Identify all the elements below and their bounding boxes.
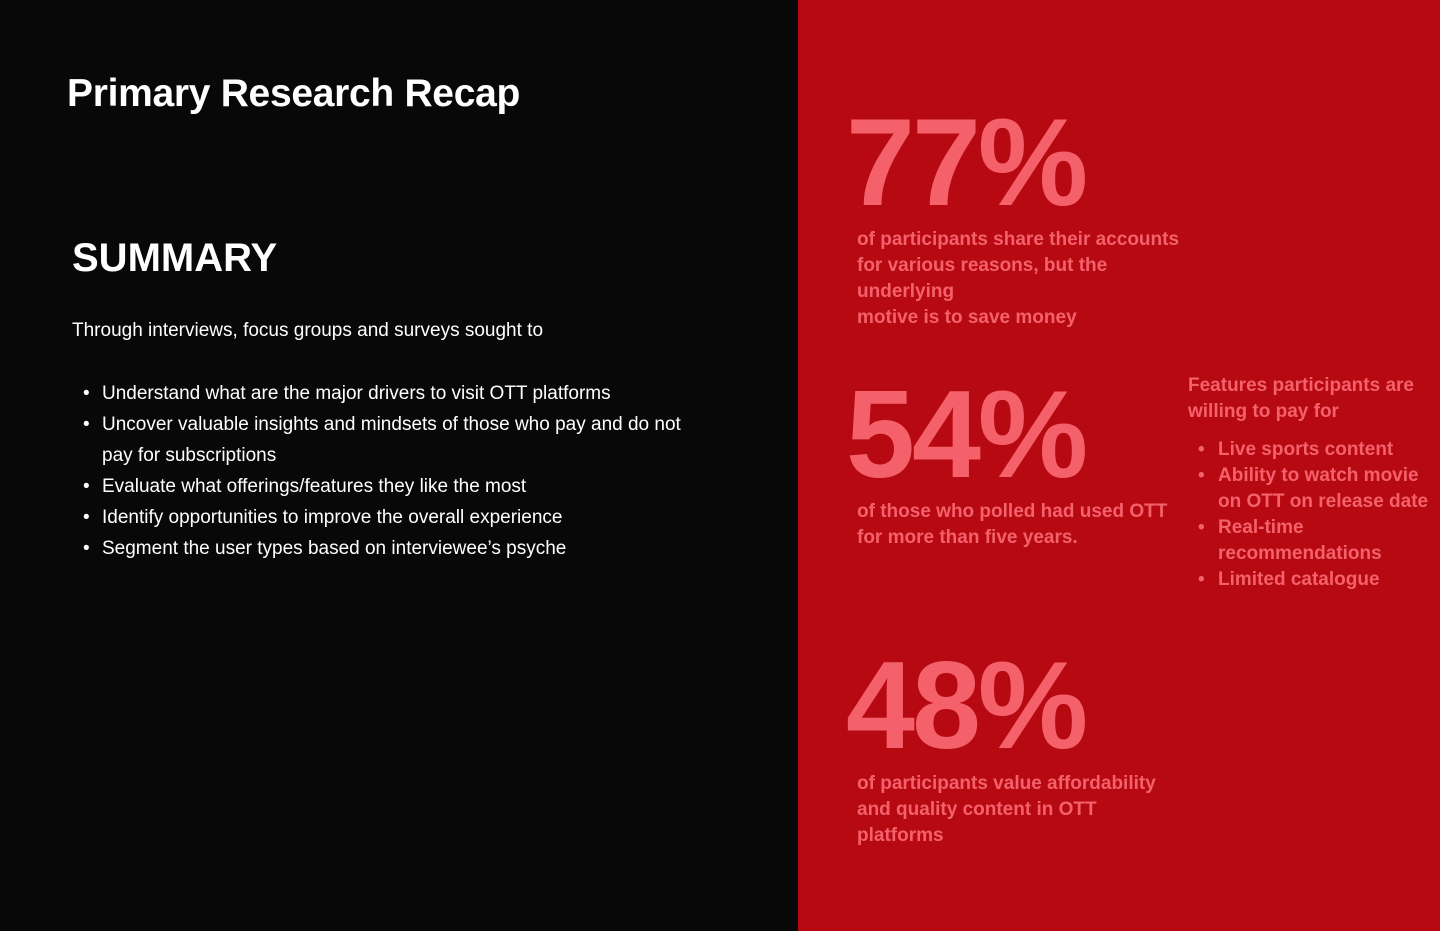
bullet-icon: • <box>1198 569 1205 590</box>
feature-item <box>1196 567 1436 593</box>
summary-heading: SUMMARY <box>72 236 278 280</box>
summary-bullet <box>72 378 692 409</box>
page-title: Primary Research Recap <box>67 72 521 115</box>
stat-description-account-sharing <box>857 227 1187 331</box>
summary-bullet <box>72 471 692 502</box>
stat-value-affordability: 48% <box>846 637 1086 775</box>
stat-description-ott-tenure: of those who polled had used OTT for more than five years. <box>857 501 1168 548</box>
summary-bullet-text: Evaluate what offerings/features they like the most <box>102 476 527 497</box>
summary-bullet-list <box>72 378 692 564</box>
feature-item-text: Real-time recommendations <box>1218 517 1382 564</box>
bullet-icon: • <box>83 383 90 404</box>
summary-bullet-text: Uncover valuable insights and mindsets of those who pay and do not pay for subscriptions <box>102 414 681 466</box>
features-list <box>1196 437 1436 593</box>
bullet-icon: • <box>1198 465 1205 486</box>
summary-bullet-text: Understand what are the major drivers to visit OTT platforms <box>102 383 611 404</box>
feature-item <box>1196 515 1436 567</box>
stat-value-account-sharing: 77% <box>846 94 1086 232</box>
bullet-icon: • <box>83 476 90 497</box>
feature-item-text: Ability to watch movie on OTT on release date <box>1218 465 1429 512</box>
feature-item-text: Limited catalogue <box>1218 569 1380 590</box>
summary-intro: Through interviews, focus groups and surveys sought to <box>72 320 544 341</box>
bullet-icon: • <box>1198 439 1205 460</box>
feature-item <box>1196 463 1436 515</box>
bullet-icon: • <box>83 507 90 528</box>
stat-value-ott-tenure: 54% <box>846 366 1086 504</box>
features-heading: Features participants are willing to pay for <box>1188 375 1414 422</box>
feature-item <box>1196 437 1436 463</box>
bullet-icon: • <box>83 414 90 435</box>
feature-item-text: Live sports content <box>1218 439 1394 460</box>
bullet-icon: • <box>1198 517 1205 538</box>
summary-bullet <box>72 409 692 471</box>
stat-description-affordability: of participants value affordability and quality content in OTT platforms <box>857 773 1156 846</box>
bullet-icon: • <box>83 538 90 559</box>
stat-description-text: of participants share their accounts for various reasons, but the underlying motive is to save money <box>857 229 1180 328</box>
summary-bullet <box>72 533 692 564</box>
summary-bullet-text: Identify opportunities to improve the overall experience <box>102 507 563 528</box>
summary-bullet-text: Segment the user types based on interviewee’s psyche <box>102 538 567 559</box>
summary-bullet <box>72 502 692 533</box>
